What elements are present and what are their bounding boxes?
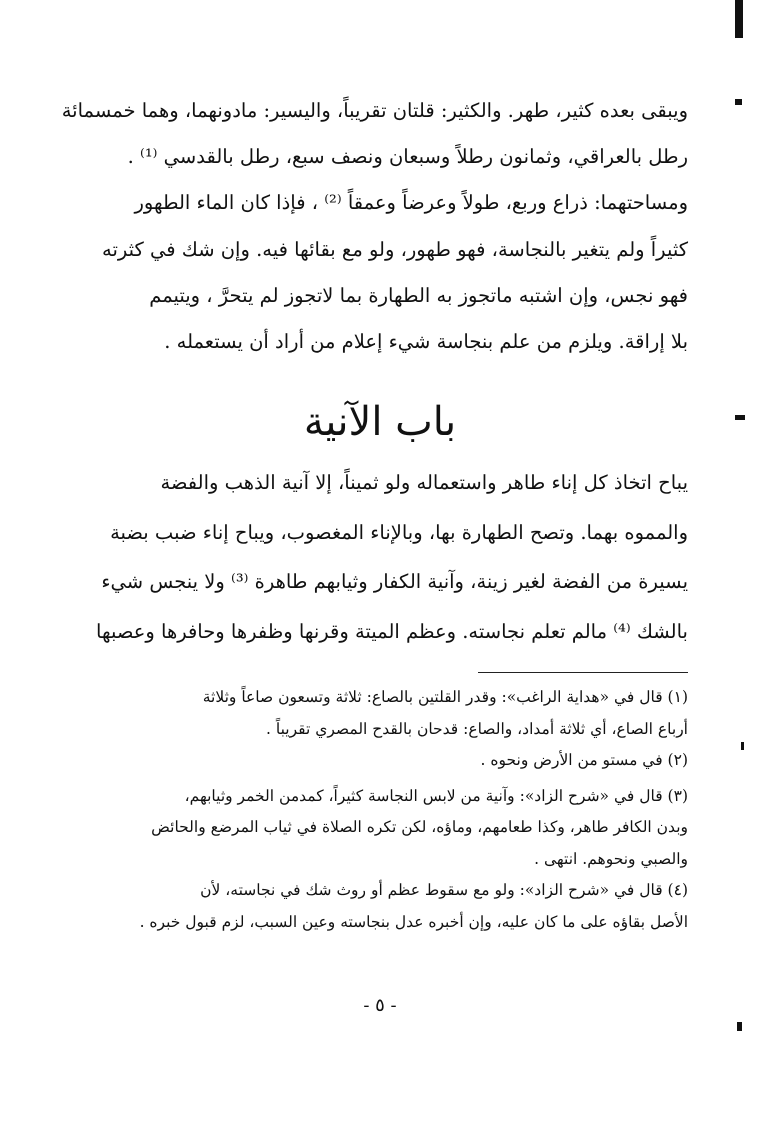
footnote bbox=[58, 682, 688, 745]
section-text bbox=[58, 458, 688, 656]
text-line: ويبقى بعده كثير، طهر. والكثير: قلتان تقريباً، واليسير: مادونهما، وهما خمسمائة bbox=[61, 99, 688, 122]
footnote-line: أرباع الصاع، أي ثلاثة أمداد، والصاع: قدحان بالقدح المصري تقريباً . bbox=[266, 719, 688, 738]
footnote bbox=[58, 781, 688, 876]
footnote bbox=[58, 875, 688, 938]
footnotes bbox=[58, 682, 688, 938]
text-line: يسيرة من الفضة لغير زينة، وآنية الكفار وثيابهم طاهرة ⁽³⁾ ولا ينجس شيء bbox=[101, 570, 688, 593]
footnote bbox=[58, 745, 688, 777]
text-line: ومساحتهما: ذراع وربع، طولاً وعرضاً وعمقاً ⁽²⁾ ، فإذا كان الماء الطهور bbox=[134, 191, 688, 215]
margin-scan-mark bbox=[741, 742, 744, 750]
text-line: والمموه بهما. وتصح الطهارة بها، وبالإناء المغصوب، ويباح إناء ضبب بضبة bbox=[110, 520, 688, 544]
text-line: كثيراً ولم يتغير بالنجاسة، فهو طهور، ولو مع بقائها فيه. وإن شك في كثرته bbox=[101, 237, 688, 261]
text-line: فهو نجس، وإن اشتبه ماتجوز به الطهارة بما لاتجوز لم يتحرَّ ، ويتيمم bbox=[149, 283, 688, 307]
page-number: - ٥ - bbox=[363, 995, 397, 1016]
footnote-line: وبدن الكافر طاهر، وكذا طعامهم، وماؤه، لكن تكره الصلاة في ثياب المرضع والحائض bbox=[151, 818, 688, 836]
footnote-line: والصبي ونحوهم. انتهى . bbox=[534, 849, 688, 868]
footnote-line: (١) قال في «هداية الراغب»: وقدر القلتين بالصاع: ثلاثة وتسعون صاعاً وثلاثة bbox=[202, 688, 688, 706]
main-text bbox=[58, 88, 688, 365]
text-line: يباح اتخاذ كل إناء طاهر واستعماله ولو ثميناً، إلا آنية الذهب والفضة bbox=[160, 471, 688, 494]
text-line: بلا إراقة. ويلزم من علم بنجاسة شيء إعلام من أراد أن يستعمله . bbox=[164, 330, 688, 354]
corner-scan-mark bbox=[735, 0, 743, 38]
footnote-line: الأصل بقاؤه على ما كان عليه، وإن أخبره عدل بنجاسته وعين السبب، لزم قبول خبره . bbox=[139, 912, 688, 931]
text-line: رطل بالعراقي، وثمانون رطلاً وسبعان ونصف سبع، رطل بالقدسي ⁽¹⁾ . bbox=[127, 145, 688, 169]
margin-scan-mark bbox=[737, 1022, 742, 1031]
footnote-line: (٣) قال في «شرح الزاد»: وآنية من لابس النجاسة كثيراً، كمدمن الخمر وثيابهم، bbox=[184, 786, 688, 805]
footnote-separator bbox=[478, 672, 688, 673]
footnote-line: (٢) في مستو من الأرض ونحوه . bbox=[480, 751, 688, 769]
footnote-line: (٤) قال في «شرح الزاد»: ولو مع سقوط عظم أو روث شك في نجاسته، لأن bbox=[200, 881, 688, 899]
section-heading: باب الآنية bbox=[303, 399, 457, 445]
text-line: بالشك ⁽⁴⁾ مالم تعلم نجاسته. وعظم الميتة وقرنها وظفرها وحافرها وعصبها bbox=[96, 619, 688, 643]
margin-scan-mark bbox=[735, 99, 742, 105]
